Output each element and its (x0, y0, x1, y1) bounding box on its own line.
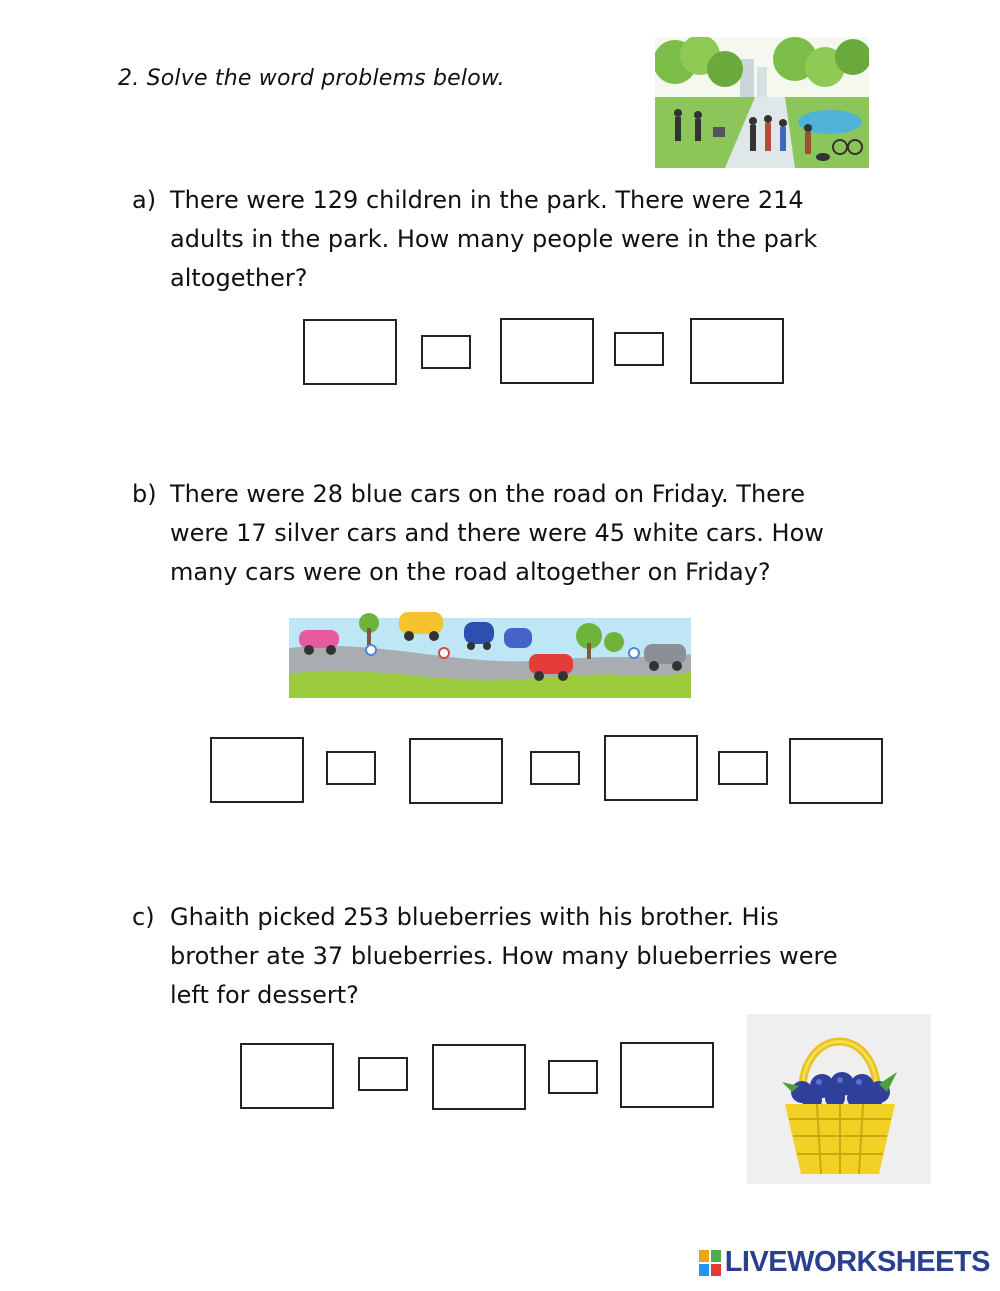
problem-line: brother ate 37 blueberries. How many blueberries were (170, 942, 838, 970)
operator-box-b-2[interactable] (530, 751, 580, 785)
problem-line: Ghaith picked 253 blueberries with his brother. His (170, 903, 779, 931)
operator-box-a-2[interactable] (614, 332, 664, 366)
problem-line: There were 28 blue cars on the road on Friday. There (170, 480, 806, 508)
instruction-heading: 2. Solve the word problems below. (118, 66, 505, 91)
answer-box-b-1[interactable] (210, 737, 304, 803)
answer-box-c-3[interactable] (620, 1042, 714, 1108)
problem-c-text (170, 898, 910, 1015)
blueberry-basket-illustration (747, 1014, 931, 1184)
answer-box-b-4[interactable] (789, 738, 883, 804)
problem-b-text (170, 475, 910, 592)
answer-box-a-2[interactable] (500, 318, 594, 384)
operator-box-b-1[interactable] (326, 751, 376, 785)
problem-line: altogether? (170, 264, 308, 292)
operator-box-c-1[interactable] (358, 1057, 408, 1091)
operator-box-c-2[interactable] (548, 1060, 598, 1094)
brand-name: LIVEWORKSHEETS (724, 1246, 990, 1278)
operator-box-a-1[interactable] (421, 335, 471, 369)
problem-line: many cars were on the road altogether on Friday? (170, 558, 771, 586)
problem-line: adults in the park. How many people were in the park (170, 225, 818, 253)
liveworksheets-logo-icon (699, 1250, 721, 1276)
problem-c-label: c) (132, 903, 155, 931)
problem-a-label: a) (132, 186, 157, 214)
park-illustration (655, 37, 869, 168)
liveworksheets-brand (699, 1246, 990, 1279)
problem-line: left for dessert? (170, 981, 359, 1009)
answer-box-c-2[interactable] (432, 1044, 526, 1110)
answer-box-c-1[interactable] (240, 1043, 334, 1109)
answer-box-b-2[interactable] (409, 738, 503, 804)
problem-line: were 17 silver cars and there were 45 white cars. How (170, 519, 824, 547)
operator-box-b-3[interactable] (718, 751, 768, 785)
problem-line: There were 129 children in the park. There were 214 (170, 186, 804, 214)
problem-b-label: b) (132, 480, 157, 508)
cars-road-illustration (289, 598, 691, 698)
answer-box-b-3[interactable] (604, 735, 698, 801)
problem-a-text (170, 181, 910, 298)
answer-box-a-3[interactable] (690, 318, 784, 384)
answer-box-a-1[interactable] (303, 319, 397, 385)
